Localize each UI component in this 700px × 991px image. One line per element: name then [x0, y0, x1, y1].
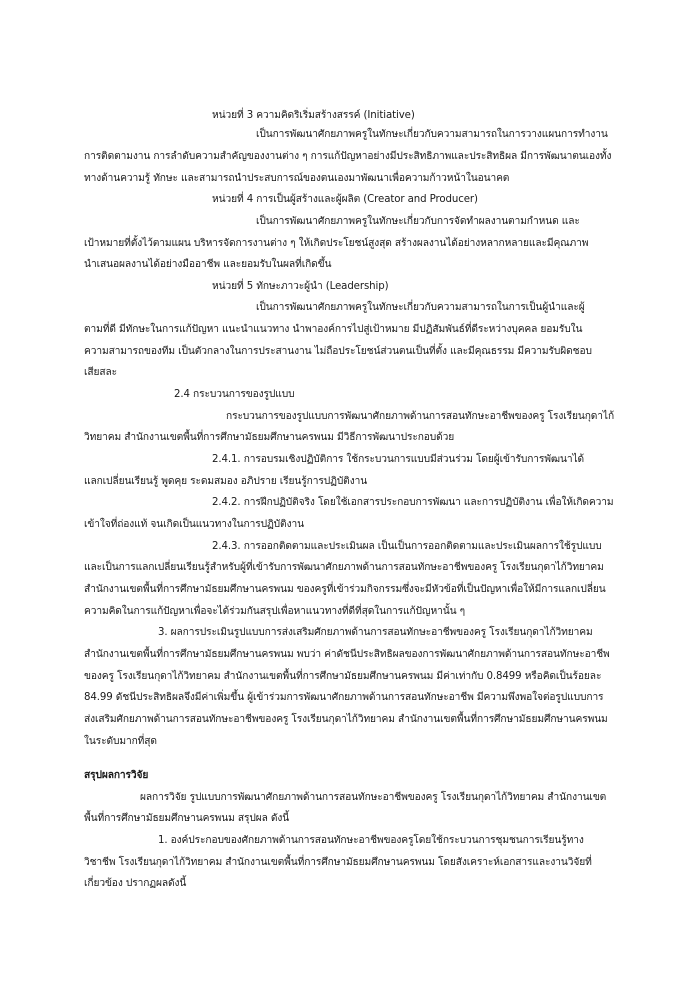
result-3-paragraph: ของครู โรงเรียนกุดาไก้วิทยาคม สำนักงานเขตพื้นที่การศึกษามัธยมศึกษานครพนม มีค่าเท่ากับ 0.8499 หรือคิดเป็นร้อยละ	[84, 671, 602, 682]
result-3-paragraph: 84.99 ดัชนีประสิทธิผลจึงมีค่าเพิ่มขึ้น ผู้เข้าร่วมการพัฒนาศักยภาพด้านการสอนทักษะอาชีพ มีความพึงพอใจต่อรูปแบบการ	[84, 692, 604, 703]
step-2-4-1: 2.4.1. การอบรมเชิงปฏิบัติการ ใช้กระบวนการแบบมีส่วนร่วม โดยผู้เข้ารับการพัฒนาได้	[212, 454, 585, 465]
result-3-paragraph: ส่งเสริมศักยภาพด้านการสอนทักษะอาชีพของครู โรงเรียนกุดาไก้วิทยาคม สำนักงานเขตพื้นที่การศึกษามัธยมศึกษานครพนม	[84, 714, 608, 725]
step-2-4-3: ความคิดในการแก้ปัญหาเพื่อจะได้ร่วมกันสรุปเพื่อหาแนวทางที่ดีที่สุดในการแก้ปัญหานั้น ๆ	[84, 606, 465, 617]
step-2-4-3: 2.4.3. การออกติดตามและประเมินผล เป็นเป็นการออกติดตามและประเมินผลการใช้รูปแบบ	[212, 541, 602, 552]
unit3-line: ทางด้านความรู้ ทักษะ และสามารถนำประสบการณ์ของตนเองมาพัฒนาเพื่อความก้าวหน้าในอนาคต	[84, 173, 510, 184]
step-2-4-2: 2.4.2. การฝึกปฏิบัติจริง โดยใช้เอกสารประกอบการพัฒนา และการปฏิบัติงาน เพื่อให้เกิดความ	[212, 497, 614, 508]
unit5-heading: หน่วยที่ 5 ทักษะภาวะผู้นำ (Leadership)	[212, 281, 389, 292]
unit5-line: เป็นการพัฒนาศักยภาพครูในทักษะเกี่ยวกับความสามารถในการเป็นผู้นำและผู้	[256, 302, 585, 313]
result-3-paragraph: สำนักงานเขตพื้นที่การศึกษามัธยมศึกษานครพนม พบว่า ค่าดัชนีประสิทธิผลของการพัฒนาศักยภาพด้านการสอนทักษะอาชีพ	[84, 649, 610, 660]
unit4-line: นำเสนอผลงานได้อย่างมืออาชีพ และยอมรับในผลที่เกิดขึ้น	[84, 259, 332, 270]
unit3-heading: หน่วยที่ 3 ความคิดริเริ่มสร้างสรรค์ (Initiative)	[212, 110, 415, 121]
summary-item-1: วิชาชีพ โรงเรียนกุดาไก้วิทยาคม สำนักงานเขตพื้นที่การศึกษามัธยมศึกษานครพนม โดยสังเคราะห์เอกสารและงานวิจัยที่	[84, 857, 592, 868]
step-2-4-1: แลกเปลี่ยนเรียนรู้ พูดคุย ระดมสมอง อภิปราย เรียนรู้การปฏิบัติงาน	[84, 476, 368, 487]
result-3-paragraph: ในระดับมากที่สุด	[84, 736, 157, 747]
summary-intro: ผลการวิจัย รูปแบบการพัฒนาศักยภาพด้านการสอนทักษะอาชีพของครู โรงเรียนกุดาไก้วิทยาคม สำนักงานเขต	[140, 792, 607, 803]
step-2-4-2: เข้าใจที่ถ่องแท้ จนเกิดเป็นแนวทางในการปฏิบัติงาน	[84, 519, 304, 530]
summary-heading: สรุปผลการวิจัย	[84, 770, 149, 781]
section-2-4-intro: วิทยาคม สำนักงานเขตพื้นที่การศึกษามัธยมศึกษานครพนม มีวิธีการพัฒนาประกอบด้วย	[84, 432, 455, 443]
unit3-line: เป็นการพัฒนาศักยภาพครูในทักษะเกี่ยวกับความสามารถในการวางแผนการทำงาน	[256, 129, 608, 140]
unit5-line: ตามที่ดี มีทักษะในการแก้ปัญหา แนะนำแนวทาง นำพาองค์การไปสู่เป้าหมาย มีปฏิสัมพันธ์ที่ดีระหว่างบุคคล ยอมรับใน	[84, 324, 583, 335]
result-3-paragraph: 3. ผลการประเมินรูปแบบการส่งเสริมศักยภาพด้านการสอนทักษะอาชีพของครู โรงเรียนกุดาไก้วิทยาคม	[158, 627, 593, 638]
unit4-line: เป็นการพัฒนาศักยภาพครูในทักษะเกี่ยวกับการจัดทำผลงานตามกำหนด และ	[256, 216, 580, 227]
step-2-4-3: สำนักงานเขตพื้นที่การศึกษามัธยมศึกษานครพนม ของครูที่เข้าร่วมกิจกรรมซึ่งจะมีหัวข้อที่เป็นปัญหาเพื่อให้มีการแลกเปลี่ยน	[84, 584, 606, 595]
unit4-heading: หน่วยที่ 4 การเป็นผู้สร้างและผู้ผลิต (Creator and Producer)	[212, 194, 478, 205]
section-2-4-heading: 2.4 กระบวนการของรูปแบบ	[174, 389, 295, 400]
unit5-line: ความสามารถของทีม เป็นตัวกลางในการประสานงาน ไม่ถือประโยชน์ส่วนตนเป็นที่ตั้ง และมีคุณธรรม มีความรับผิดชอบ	[84, 346, 592, 357]
section-2-4-intro: กระบวนการของรูปแบบการพัฒนาศักยภาพด้านการสอนทักษะอาชีพของครู โรงเรียนกุดาไก้	[226, 411, 615, 422]
summary-intro: พื้นที่การศึกษามัธยมศึกษานครพนม สรุปผล ดังนี้	[84, 813, 290, 824]
unit3-line: การติดตามงาน การลำดับความสำคัญของงานต่าง ๆ การแก้ปัญหาอย่างมีประสิทธิภาพและประสิทธิผล มีการพัฒนาตนเองทั้ง	[84, 151, 612, 162]
summary-item-1: 1. องค์ประกอบของศักยภาพด้านการสอนทักษะอาชีพของครูโดยใช้กระบวนการชุมชนการเรียนรู้ทาง	[158, 835, 584, 846]
summary-item-1: เกี่ยวข้อง ปรากฏผลดังนี้	[84, 878, 187, 889]
unit5-line: เสียสละ	[84, 367, 118, 378]
unit4-line: เป้าหมายที่ตั้งไว้ตามแผน บริหารจัดการงานต่าง ๆ ให้เกิดประโยชน์สูงสุด สร้างผลงานได้อย่างหลากหลายและมีคุณภาพ	[84, 238, 589, 249]
step-2-4-3: และเป็นการแลกเปลี่ยนเรียนรู้สำหรับผู้ที่เข้ารับการพัฒนาศักยภาพด้านการสอนทักษะอาชีพของครู โรงเรียนกุดาไก้วิทยาคม	[84, 562, 604, 573]
